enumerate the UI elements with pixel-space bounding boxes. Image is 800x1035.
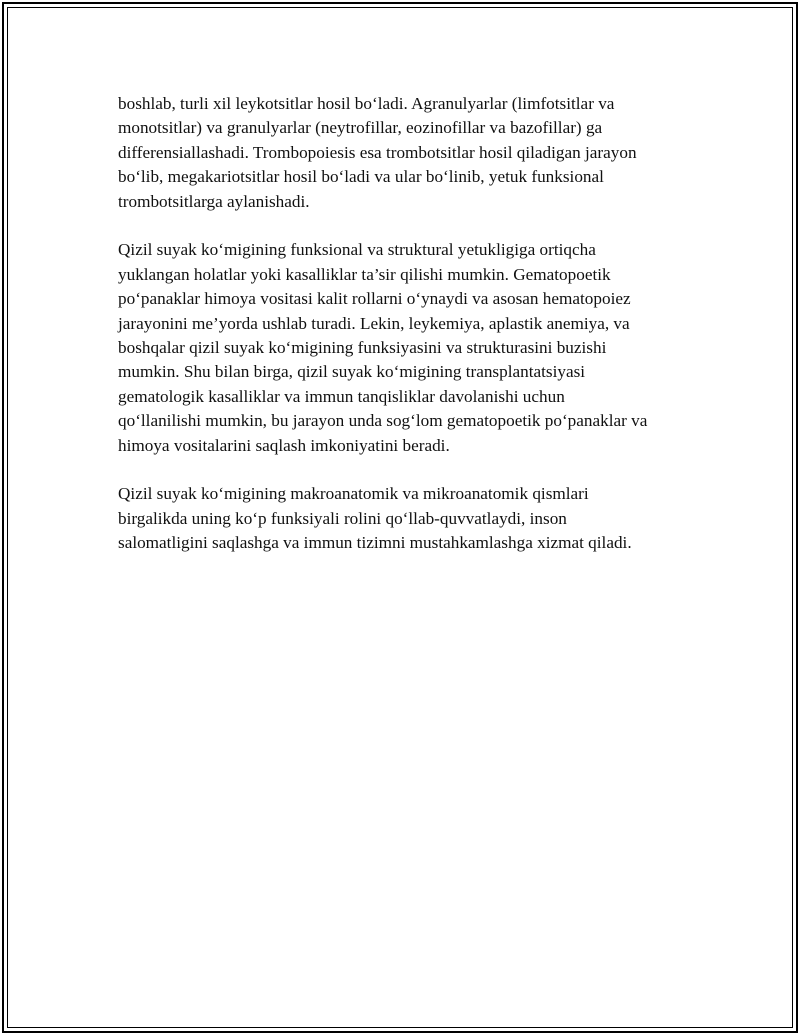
text-line: Qizil suyak ko‘migining funksional va struktural yetukligiga ortiqcha (118, 240, 596, 260)
text-line: Qizil suyak ko‘migining makroanatomik va mikroanatomik qismlari (118, 484, 589, 504)
text-line: boshqalar qizil suyak ko‘migining funksiyasini va strukturasini buzishi (118, 338, 607, 358)
text-line: birgalikda uning ko‘p funksiyali rolini qo‘llab-quvvatlaydi, inson (118, 508, 567, 528)
text-line: differensiallashadi. Trombopoiesis esa trombotsitlar hosil qiladigan jarayon (118, 142, 637, 162)
text-line: himoya vositalarini saqlash imkoniyatini beradi. (118, 435, 450, 455)
text-line: qo‘llanilishi mumkin, bu jarayon unda sog‘lom gematopoetik po‘panaklar va (118, 411, 648, 431)
text-line: jarayonini me’yorda ushlab turadi. Lekin, leykemiya, aplastik anemiya, va (118, 313, 630, 333)
text-line: mumkin. Shu bilan birga, qizil suyak ko‘migining transplantatsiyasi (118, 362, 586, 382)
document-body (118, 92, 698, 580)
text-line: monotsitlar) va granulyarlar (neytrofillar, eozinofillar va bazofillar) ga (118, 118, 603, 138)
text-line: po‘panaklar himoya vositasi kalit rollarni o‘ynaydi va asosan hematopoiez (118, 289, 631, 309)
paragraph-2 (118, 238, 698, 458)
paragraph-1 (118, 92, 698, 214)
text-line: trombotsitlarga aylanishadi. (118, 191, 310, 211)
text-line: bo‘lib, megakariotsitlar hosil bo‘ladi va ular bo‘linib, yetuk funksional (118, 167, 604, 187)
paragraph-3 (118, 482, 698, 555)
text-line: yuklangan holatlar yoki kasalliklar ta’sir qilishi mumkin. Gematopoetik (118, 264, 611, 284)
text-line: salomatligini saqlashga va immun tizimni mustahkamlashga xizmat qiladi. (118, 533, 632, 553)
text-line: boshlab, turli xil leykotsitlar hosil bo‘ladi. Agranulyarlar (limfotsitlar va (118, 94, 615, 113)
text-line: gematologik kasalliklar va immun tanqisliklar davolanishi uchun (118, 386, 565, 406)
